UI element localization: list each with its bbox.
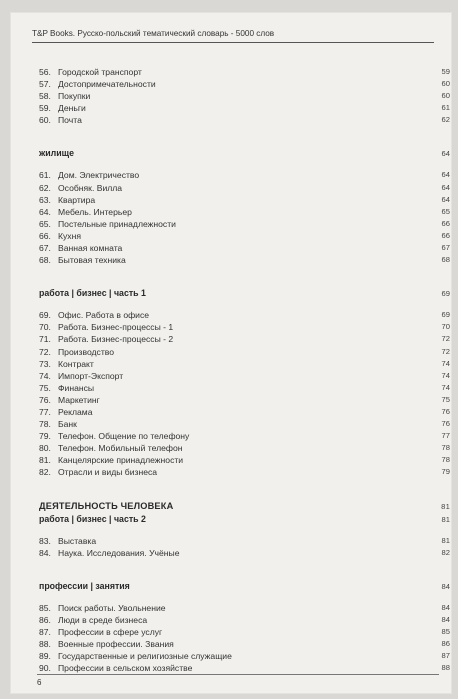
section-page-number: 84 xyxy=(441,581,450,591)
entry-number: 82. xyxy=(39,467,51,478)
entry-page-number: 64 xyxy=(441,170,450,180)
toc-entry[interactable] xyxy=(39,169,450,181)
section-page-number: 81 xyxy=(441,514,450,524)
entry-title: Импорт-Экспорт xyxy=(58,370,124,381)
entry-page-number: 67 xyxy=(441,243,450,253)
entry-title: Достопримечательности xyxy=(58,79,156,90)
entry-page-number: 76 xyxy=(441,419,450,429)
entry-number: 87. xyxy=(39,626,51,637)
entry-number: 86. xyxy=(39,614,51,625)
entry-page-number: 64 xyxy=(441,194,450,204)
entry-number: 62. xyxy=(39,182,51,193)
toc-entry[interactable] xyxy=(39,90,450,102)
toc-entry[interactable] xyxy=(39,78,450,90)
section-heading[interactable] xyxy=(39,287,450,300)
entry-page-number: 78 xyxy=(441,455,450,465)
section-heading[interactable] xyxy=(39,580,450,593)
entry-title: Отрасли и виды бизнеса xyxy=(58,467,158,478)
entry-number: 67. xyxy=(39,243,51,254)
spacer xyxy=(39,300,450,309)
entry-number: 65. xyxy=(39,218,51,229)
entry-page-number: 77 xyxy=(441,431,450,441)
entry-title: Квартира xyxy=(58,194,96,205)
entry-title: Финансы xyxy=(58,382,95,393)
spacer xyxy=(39,479,450,500)
entry-page-number: 81 xyxy=(441,535,450,545)
toc-entry[interactable] xyxy=(39,650,450,662)
entry-page-number: 64 xyxy=(441,182,450,192)
section-page-number: 69 xyxy=(441,289,450,299)
entry-title: Офис. Работа в офисе xyxy=(58,310,150,321)
page-number: 6 xyxy=(37,678,42,687)
entry-title: Телефон. Общение по телефону xyxy=(58,431,190,442)
table-of-contents xyxy=(39,66,450,674)
entry-page-number: 85 xyxy=(441,626,450,636)
entry-page-number: 82 xyxy=(441,547,450,557)
entry-page-number: 68 xyxy=(441,255,450,265)
section-page-number: 81 xyxy=(441,501,450,511)
toc-entry[interactable] xyxy=(39,206,450,218)
entry-title: Производство xyxy=(58,346,115,357)
section-heading[interactable] xyxy=(39,147,450,160)
toc-entry[interactable] xyxy=(39,454,450,466)
entry-title: Покупки xyxy=(58,91,91,102)
toc-entry[interactable] xyxy=(39,242,450,254)
entry-title: Профессии в сфере услуг xyxy=(58,626,163,637)
book-page xyxy=(10,12,452,694)
section-title: работа | бизнес | часть 2 xyxy=(39,513,146,524)
part-heading[interactable] xyxy=(39,500,450,513)
entry-number: 90. xyxy=(39,663,51,674)
entry-title: Городской транспорт xyxy=(58,67,142,77)
entry-page-number: 78 xyxy=(441,443,450,453)
entry-page-number: 70 xyxy=(441,322,450,332)
toc-entry[interactable] xyxy=(39,394,450,406)
toc-entry[interactable] xyxy=(39,218,450,230)
entry-number: 84. xyxy=(39,547,51,558)
entry-number: 73. xyxy=(39,358,51,369)
toc-entry[interactable] xyxy=(39,182,450,194)
spacer xyxy=(39,526,450,535)
toc-entry[interactable] xyxy=(39,309,450,321)
entry-number: 88. xyxy=(39,639,51,649)
entry-title: Работа. Бизнес-процессы - 1 xyxy=(58,322,174,333)
spacer xyxy=(39,266,450,287)
entry-page-number: 60 xyxy=(441,79,450,89)
entry-title: Наука. Исследования. Учёные xyxy=(58,547,180,558)
entry-title: Деньги xyxy=(58,103,86,114)
entry-number: 59. xyxy=(39,103,51,114)
entry-page-number: 84 xyxy=(441,614,450,624)
toc-entry[interactable] xyxy=(39,370,450,382)
toc-entry[interactable] xyxy=(39,626,450,638)
toc-entry[interactable] xyxy=(39,547,450,559)
page-footer xyxy=(37,674,439,687)
section-title: жилище xyxy=(39,148,74,159)
entry-title: Банк xyxy=(58,419,77,430)
entry-number: 75. xyxy=(39,382,51,393)
entry-page-number: 66 xyxy=(441,218,450,228)
entry-title: Контракт xyxy=(58,358,94,369)
entry-number: 57. xyxy=(39,79,51,90)
entry-title: Государственные и религиозные служащие xyxy=(58,651,232,662)
toc-entry[interactable] xyxy=(39,346,450,358)
entry-number: 72. xyxy=(39,346,51,357)
toc-entry[interactable] xyxy=(39,442,450,454)
section-title: ДЕЯТЕЛЬНОСТЬ ЧЕЛОВЕКА xyxy=(39,500,174,511)
entry-page-number: 74 xyxy=(441,358,450,368)
entry-page-number: 60 xyxy=(441,91,450,101)
entry-title: Мебель. Интерьер xyxy=(58,206,132,217)
entry-page-number: 87 xyxy=(441,651,450,661)
entry-number: 74. xyxy=(39,370,51,381)
entry-number: 58. xyxy=(39,91,51,102)
entry-number: 85. xyxy=(39,602,51,613)
entry-title: Реклама xyxy=(58,406,93,417)
entry-title: Поиск работы. Увольнение xyxy=(58,602,166,613)
entry-number: 69. xyxy=(39,310,51,321)
entry-page-number: 62 xyxy=(441,115,450,125)
entry-page-number: 74 xyxy=(441,382,450,392)
entry-number: 83. xyxy=(39,535,51,546)
toc-entry[interactable] xyxy=(39,66,450,78)
toc-entry[interactable] xyxy=(39,662,450,674)
entry-page-number: 69 xyxy=(441,310,450,320)
toc-entry[interactable] xyxy=(39,535,450,547)
entry-page-number: 75 xyxy=(441,394,450,404)
spacer xyxy=(39,559,450,580)
entry-number: 80. xyxy=(39,443,51,454)
entry-number: 56. xyxy=(39,67,51,77)
toc-entry[interactable] xyxy=(39,466,450,478)
entry-title: Особняк. Вилла xyxy=(58,182,123,193)
toc-entry[interactable] xyxy=(39,254,450,266)
section-title: профессии | занятия xyxy=(39,580,130,591)
toc-entry[interactable] xyxy=(39,406,450,418)
entry-number: 63. xyxy=(39,194,51,205)
entry-title: Работа. Бизнес-процессы - 2 xyxy=(58,334,174,345)
entry-title: Бытовая техника xyxy=(58,255,126,266)
entry-number: 79. xyxy=(39,431,51,442)
running-header: T&P Books. Русско-польский тематический словарь - 5000 слов xyxy=(32,29,434,43)
entry-number: 60. xyxy=(39,115,51,126)
toc-entry[interactable] xyxy=(39,418,450,430)
toc-entry[interactable] xyxy=(39,358,450,370)
spacer xyxy=(39,160,450,169)
entry-page-number: 65 xyxy=(441,206,450,216)
entry-page-number: 59 xyxy=(441,67,450,76)
section-page-number: 64 xyxy=(441,149,450,159)
toc-entry[interactable] xyxy=(39,430,450,442)
entry-page-number: 76 xyxy=(441,406,450,416)
entry-page-number: 61 xyxy=(441,103,450,113)
entry-title: Телефон. Мобильный телефон xyxy=(58,443,183,454)
toc-entry[interactable] xyxy=(39,114,450,126)
entry-title: Канцелярские принадлежности xyxy=(58,455,184,466)
entry-title: Профессии в сельском хозяйстве xyxy=(58,663,193,674)
section-heading[interactable] xyxy=(39,513,450,526)
entry-title: Кухня xyxy=(58,230,81,241)
entry-number: 66. xyxy=(39,230,51,241)
toc-entry[interactable] xyxy=(39,230,450,242)
entry-page-number: 84 xyxy=(441,602,450,612)
toc-entry[interactable] xyxy=(39,638,450,650)
entry-title: Люди в среде бизнеса xyxy=(58,614,148,625)
entry-number: 70. xyxy=(39,322,51,333)
entry-page-number: 74 xyxy=(441,370,450,380)
toc-entry[interactable] xyxy=(39,321,450,333)
entry-page-number: 86 xyxy=(441,639,450,648)
entry-number: 77. xyxy=(39,406,51,417)
entry-page-number: 72 xyxy=(441,346,450,356)
toc-entry[interactable] xyxy=(39,614,450,626)
entry-number: 71. xyxy=(39,334,51,345)
entry-number: 61. xyxy=(39,170,51,181)
entry-number: 89. xyxy=(39,651,51,662)
entry-page-number: 72 xyxy=(441,334,450,344)
entry-title: Ванная комната xyxy=(58,243,123,254)
entry-title: Выставка xyxy=(58,535,97,546)
toc-entry[interactable] xyxy=(39,602,450,614)
toc-entry[interactable] xyxy=(39,102,450,114)
entry-page-number: 88 xyxy=(441,663,450,673)
entry-number: 76. xyxy=(39,394,51,405)
section-title: работа | бизнес | часть 1 xyxy=(39,288,146,299)
entry-title: Постельные принадлежности xyxy=(58,218,176,229)
entry-page-number: 66 xyxy=(441,230,450,240)
entry-number: 68. xyxy=(39,255,51,266)
entry-number: 78. xyxy=(39,419,51,430)
toc-entry[interactable] xyxy=(39,194,450,206)
spacer xyxy=(39,126,450,147)
entry-number: 81. xyxy=(39,455,51,466)
spacer xyxy=(39,593,450,602)
entry-title: Почта xyxy=(58,115,82,126)
entry-page-number: 79 xyxy=(441,467,450,477)
entry-title: Военные профессии. Звания xyxy=(58,639,174,649)
entry-title: Маркетинг xyxy=(58,394,100,405)
entry-number: 64. xyxy=(39,206,51,217)
toc-entry[interactable] xyxy=(39,382,450,394)
entry-title: Дом. Электричество xyxy=(58,170,140,181)
toc-entry[interactable] xyxy=(39,333,450,345)
